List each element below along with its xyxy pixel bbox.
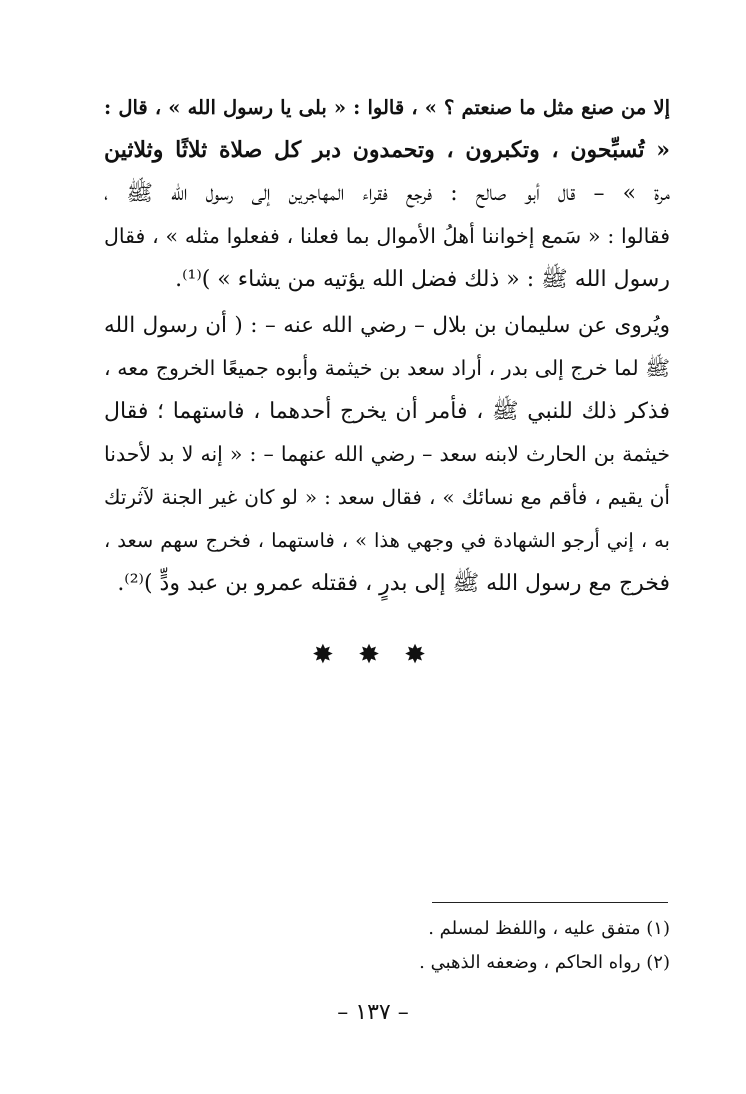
section-separator: ✸ ✸ ✸	[312, 640, 434, 670]
paragraph-2	[104, 304, 670, 605]
text-line: فذكر ذلك للنبي ﷺ ، فأمر أن يخرج أحدهما ، فاستهما ؛ فقال	[104, 399, 670, 424]
text-line: فخرج مع رسول الله ﷺ إلى بدرٍ ، فقتله عمرو بن عبد ودٍّ )⁽²⁾.	[117, 571, 670, 596]
text-line: فقالوا : « سَمع إخواننا أهلُ الأموال بما فعلنا ، ففعلوا مثله » ، فقال	[104, 224, 670, 248]
text-line: مرة » – قال أبو صالح : فرجع فقراء المهاجرين إلى رسول الله ﷺ ،	[104, 181, 670, 206]
text-line: « تُسبِّحون ، وتكبرون ، وتحمدون دبر كل صلاة ثلاثًا وثلاثين	[104, 137, 670, 163]
footnote-divider	[432, 902, 668, 903]
footnote-1: (١) متفق عليه ، واللفظ لمسلم .	[428, 918, 670, 939]
text-line: ويُروى عن سليمان بن بلال – رضي الله عنه – : ( أن رسول الله	[104, 313, 670, 338]
paragraph-1	[104, 86, 670, 301]
text-line: إلا من صنع مثل ما صنعتم ؟ » ، قالوا : « بلى يا رسول الله » ، قال :	[104, 96, 670, 119]
page-number: – ١٣٧ –	[337, 1000, 409, 1025]
text-line: خيثمة بن الحارث لابنه سعد – رضي الله عنهما – : « إنه لا بد لأحدنا	[104, 442, 670, 466]
text-line: به ، إني أرجو الشهادة في وجهي هذا » ، فاستهما ، فخرج سهم سعد ،	[104, 529, 670, 552]
text-line: أن يقيم ، فأقم مع نسائك » ، فقال سعد : « لو كان غير الجنة لآثرتك	[104, 485, 670, 509]
text-line: رسول الله ﷺ : « ذلك فضل الله يؤتيه من يشاء » )⁽¹⁾.	[175, 267, 670, 292]
footnote-2: (٢) رواه الحاكم ، وضعفه الذهبي .	[419, 952, 670, 973]
text-line: ﷺ لما خرج إلى بدر ، أراد سعد بن خيثمة وأبوه جميعًا الخروج معه ،	[104, 356, 670, 380]
footnotes	[104, 912, 670, 980]
